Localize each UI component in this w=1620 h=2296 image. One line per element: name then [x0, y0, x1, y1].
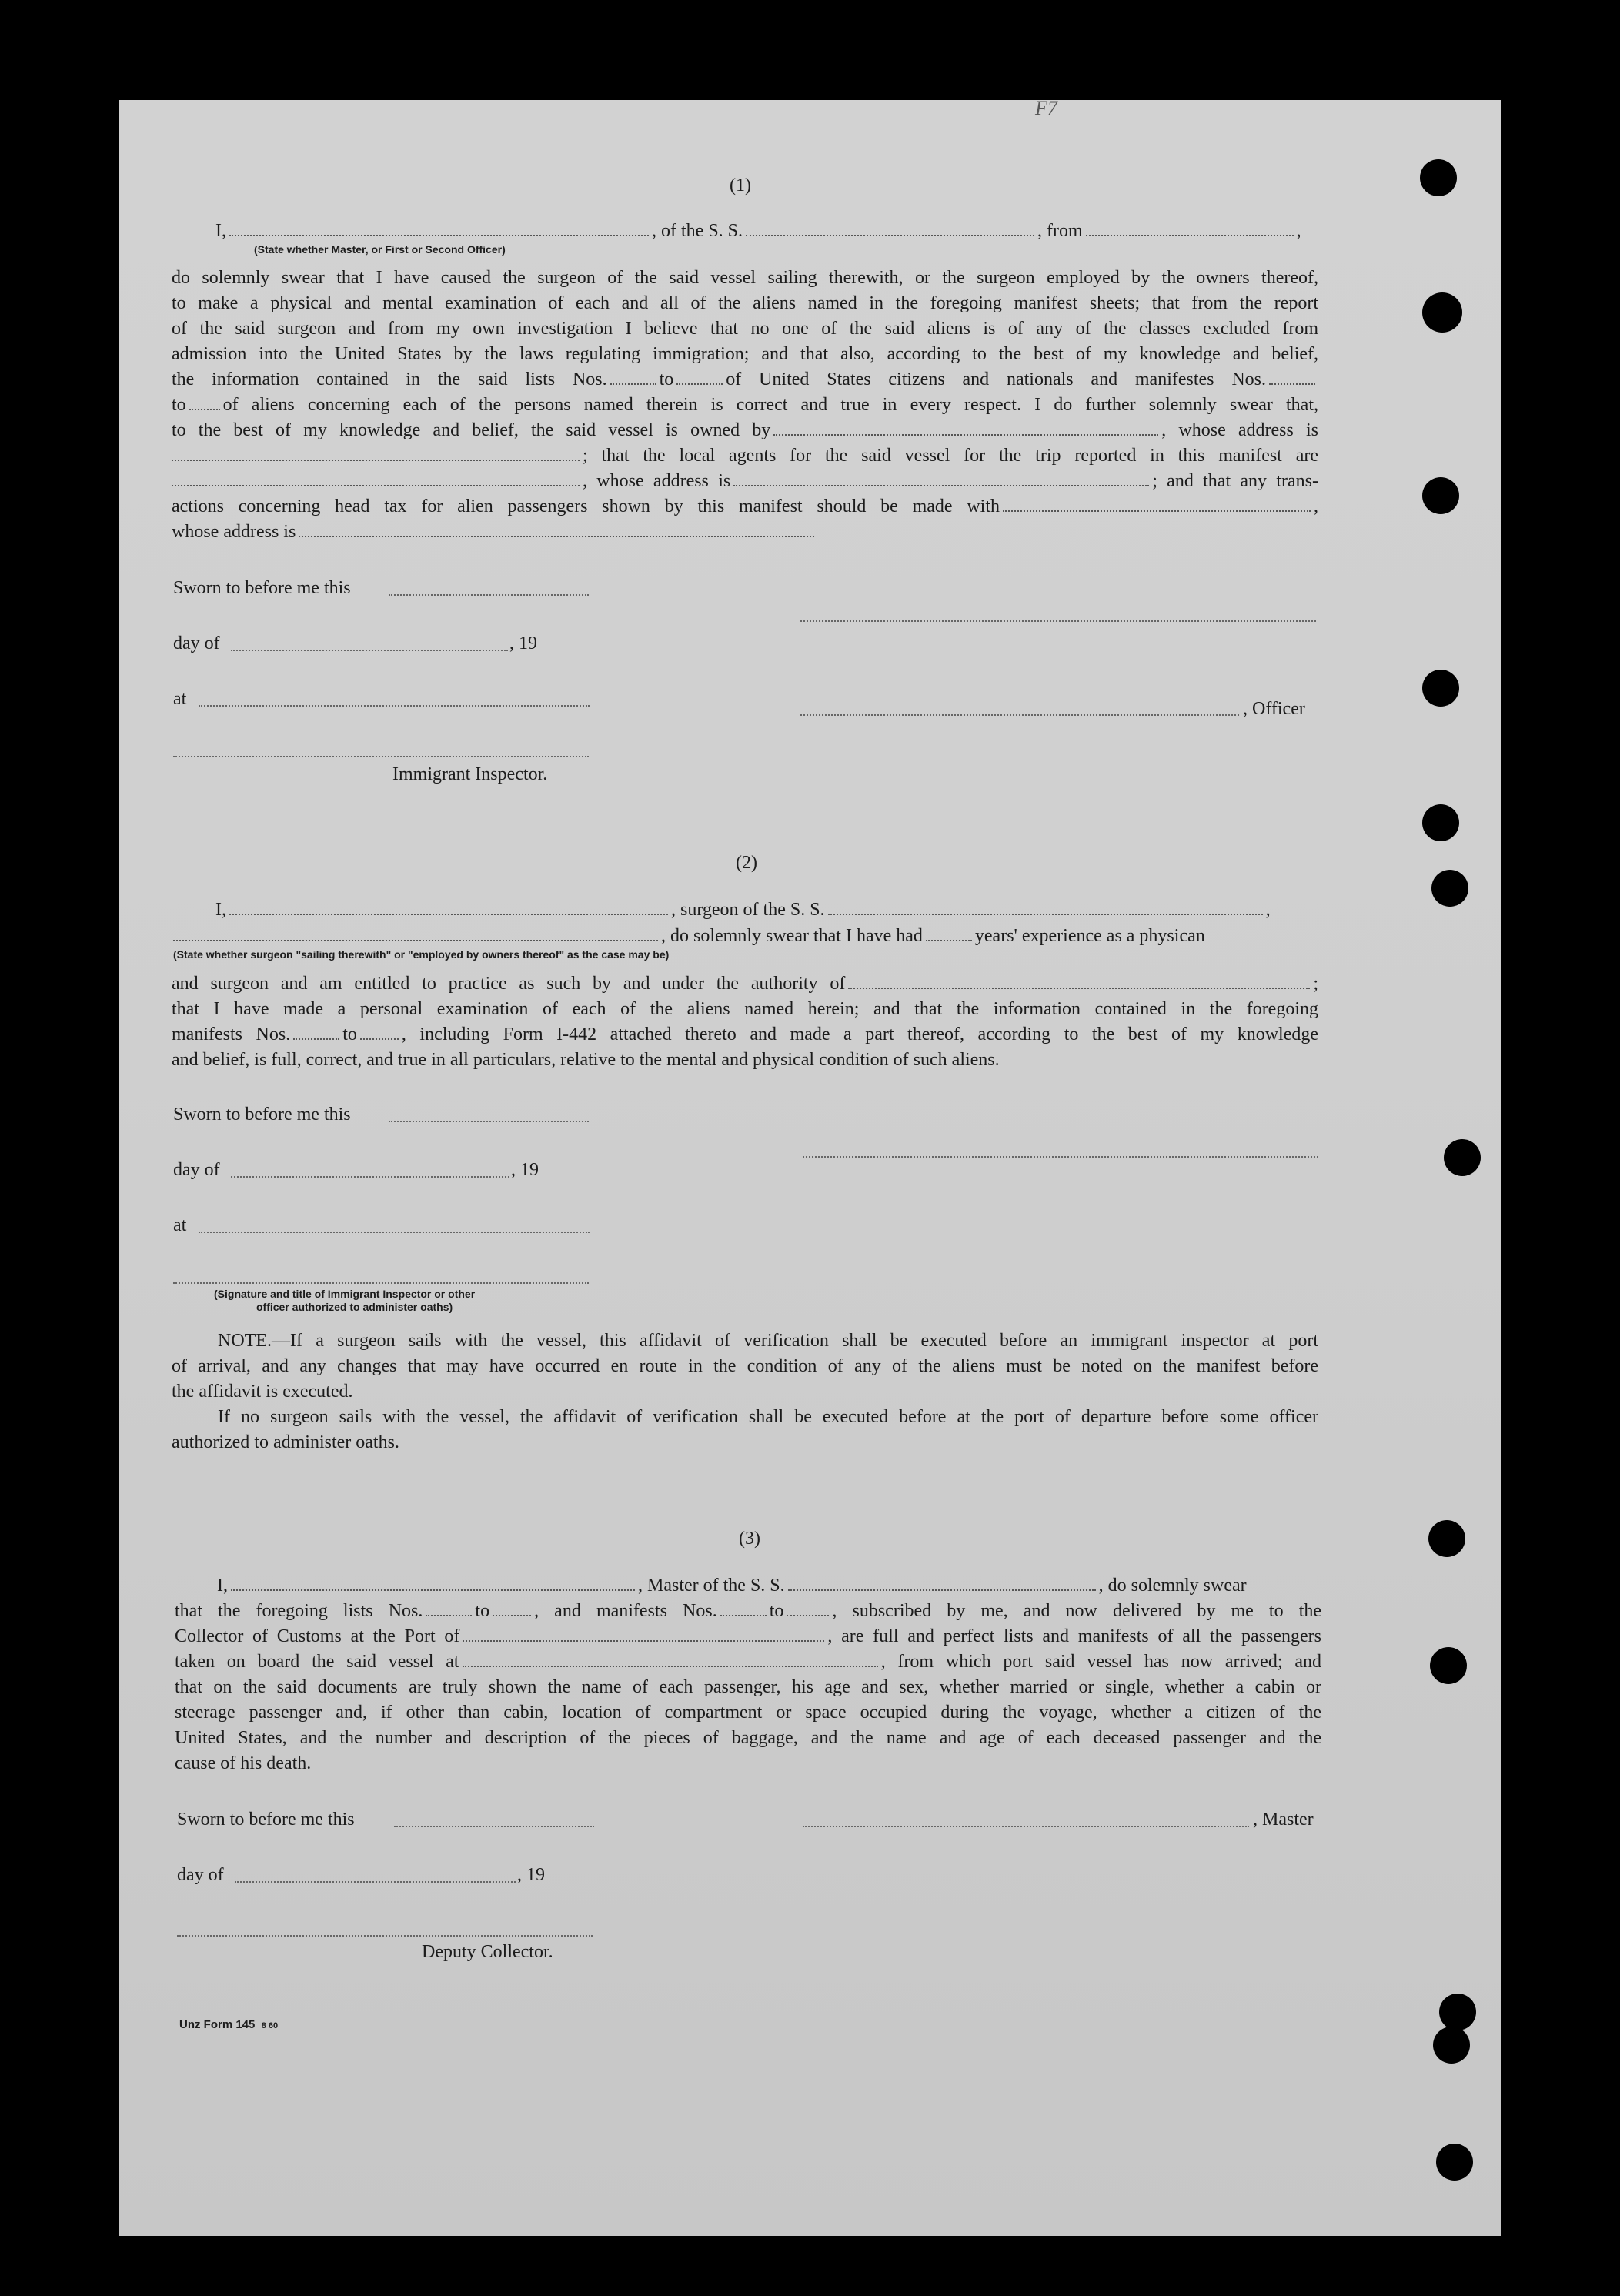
s3-master-line — [803, 1826, 1249, 1827]
s2-day-label: day of — [173, 1160, 220, 1180]
s2-paragraph: and surgeon and am entitled to practice as such by and under the authority of ; that I have made a personal examination of each of the aliens named herein; and that the information contained in the foregoing manifests Nos. to , including Form I-442 attached thereto and made a part thereof, according to the best of my knowledge and belief, is full, correct, and true in all particulars, relative to the mental and physical condition of such aliens. — [172, 974, 1318, 1070]
s3-day-label: day of — [177, 1865, 224, 1885]
s3-master-label: , Master — [1253, 1810, 1314, 1830]
s3-year-label: , 19 — [517, 1865, 545, 1885]
s2-day-line — [231, 1176, 509, 1178]
s2-line-2: , do solemnly swear that I have had years' experience as a physican — [173, 924, 1205, 949]
s2-sig-caption-1: (Signature and title of Immigrant Inspector or other — [214, 1288, 476, 1300]
s3-sworn-line — [394, 1826, 594, 1827]
punch-hole — [1420, 159, 1457, 196]
punch-hole — [1422, 477, 1459, 514]
s2-at-label: at — [173, 1215, 187, 1235]
s1-day-line — [231, 650, 508, 651]
s2-line-1: I, , surgeon of the S. S. , — [215, 900, 1271, 920]
s1-sworn-line — [389, 594, 589, 596]
s1-line-1: I, , of the S. S. , from , — [215, 221, 1301, 241]
punch-hole — [1439, 1994, 1476, 2030]
punch-hole — [1431, 870, 1468, 907]
punch-hole — [1430, 1647, 1467, 1684]
s2-year-label: , 19 — [511, 1160, 539, 1180]
form-id: Unz Form 145 8 60 — [179, 2018, 279, 2031]
s2-at-line — [199, 1232, 590, 1233]
s3-paragraph: that the foregoing lists Nos. to , and manifests Nos. to , subscribed by me, and now delivered by me to the Collector of Customs at the Port of , are full and perfect lists and manifests of all the passengers taken on board the said vessel at , from which port said vessel has now arrived; and that on the said documents are truly shown the name of each passenger, his age and sex, whether married or single, whether a cabin or steerage passenger and, if other than cabin, location of compartment or space occupied during the voyage, whether a citizen of the United States, and the number and description of the pieces of baggage, and the name and age of each deceased passenger and the cause of his death. — [175, 1601, 1322, 1773]
s3-day-line — [235, 1881, 516, 1883]
corner-mark: F7 — [1035, 97, 1057, 119]
s1-sworn-label: Sworn to before me this — [173, 578, 351, 598]
s1-signature-line — [800, 620, 1316, 622]
s1-paragraph: do solemnly swear that I have caused the surgeon of the said vessel sailing therewith, or the surgeon employed by the owners thereof, to make a physical and mental examination of each and all of the aliens named in the foregoing manifest sheets; that from the report of the said surgeon and from my own investigation I believe that no one of the said aliens is of any of the classes excluded from admission into the United States by the laws regulating immigration; and that also, according to the best of my knowledge and belief, the information contained in the said lists Nos. to of United States citizens and nationals and manifestes Nos. to of aliens concerning each of the persons named therein is correct and true in every respect. I do further solemnly swear that, to the best of my knowledge and belief, the said vessel is owned by , whose address is ; that the local agents for the said vessel for the trip reported in this manifest are , whose address is ; and that any trans- actions concerning head tax for alien passengers shown by this manifest should be made with , whose address is — [172, 268, 1318, 542]
punch-hole — [1428, 1520, 1465, 1557]
punch-hole — [1436, 2144, 1473, 2181]
s2-surgeon-note: (State whether surgeon "sailing therewith" or "employed by owners thereof" as the case may be) — [173, 948, 670, 961]
s2-signature-line — [803, 1156, 1318, 1158]
punch-hole — [1422, 804, 1459, 841]
s3-sworn-label: Sworn to before me this — [177, 1810, 355, 1830]
s1-at-label: at — [173, 689, 187, 709]
s3-collector-label: Deputy Collector. — [422, 1942, 553, 1962]
s1-officer-note: (State whether Master, or First or Second Officer) — [254, 243, 506, 256]
s2-note-paragraph: NOTE.—If a surgeon sails with the vessel, this affidavit of verification shall be executed before an immigrant inspector at port of arrival, and any changes that may have occurred en route in the condition of any of the aliens must be noted on the manifest before the affidavit is executed. If no surgeon sails with the vessel, the affidavit of verification shall be executed before at the port of departure before some officer authorized to administer oaths. — [172, 1331, 1318, 1452]
s2-sig-caption-2: officer authorized to administer oaths) — [256, 1301, 453, 1313]
s1-officer-label: , Officer — [1243, 699, 1305, 719]
s2-sworn-label: Sworn to before me this — [173, 1105, 351, 1125]
s3-collector-line — [177, 1935, 593, 1937]
s1-day-label: day of — [173, 633, 220, 653]
s1-inspector-label: Immigrant Inspector. — [392, 764, 548, 784]
s2-sig-line — [173, 1282, 589, 1284]
s2-sworn-line — [389, 1121, 589, 1122]
section-2-number: (2) — [736, 853, 757, 873]
s3-line-1: I, , Master of the S. S. , do solemnly swear — [217, 1576, 1247, 1596]
punch-hole — [1422, 292, 1462, 333]
punch-hole — [1433, 2027, 1470, 2064]
s1-at-line — [199, 705, 590, 707]
s1-officer-line — [800, 714, 1239, 716]
section-3-number: (3) — [739, 1529, 760, 1549]
punch-hole — [1444, 1139, 1481, 1176]
s1-year-label: , 19 — [509, 633, 537, 653]
punch-hole — [1422, 670, 1459, 707]
section-1-number: (1) — [730, 175, 751, 196]
s1-inspector-line — [173, 756, 589, 757]
